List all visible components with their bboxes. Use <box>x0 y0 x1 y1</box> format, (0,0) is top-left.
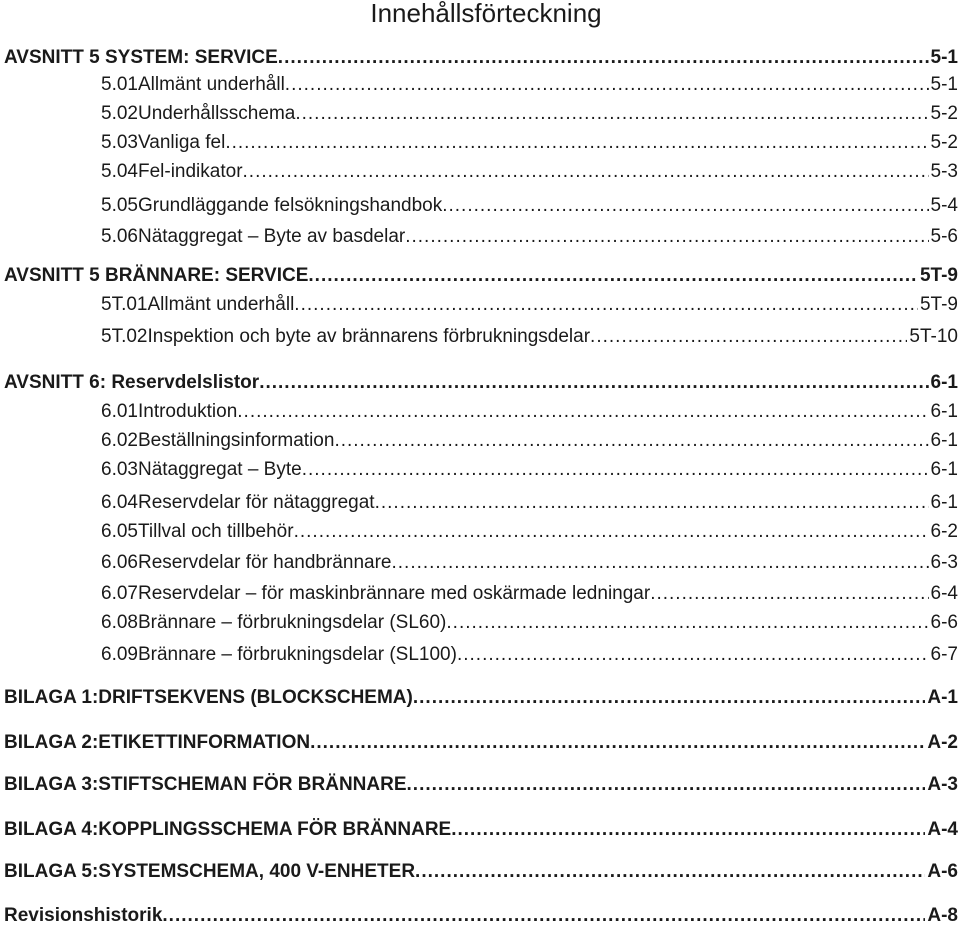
toc-entry-page: A-3 <box>927 774 958 795</box>
toc-entry-number: 6.05 <box>101 521 138 542</box>
toc-entry-page: 6-1 <box>930 372 958 393</box>
toc-entry[interactable] <box>4 685 958 711</box>
toc-entry-label: Underhållsschema <box>137 103 296 124</box>
toc-entry-page: 6-6 <box>930 612 958 633</box>
toc-entry-page: 5-1 <box>930 74 958 95</box>
toc-entry[interactable] <box>4 193 958 219</box>
toc-entry-page: 6-4 <box>930 583 958 604</box>
toc-entry-number: 5.05 <box>101 195 138 216</box>
toc-entry-number: 5.01 <box>101 74 138 95</box>
toc-entry[interactable] <box>4 101 958 127</box>
toc-entry-page: 5-2 <box>930 103 958 124</box>
toc-entry-label: Allmänt underhåll <box>147 294 295 315</box>
toc-entry-number: 5T.01 <box>101 294 148 315</box>
toc-entry-label: SYSTEMSCHEMA, 400 V-ENHETER <box>98 861 416 882</box>
toc-entry-label: Brännare – förbrukningsdelar (SL100) <box>137 644 457 665</box>
toc-dot-leader <box>302 457 929 483</box>
toc-dot-leader <box>294 519 929 545</box>
toc-dot-leader <box>650 581 928 607</box>
toc-dot-leader <box>405 224 928 250</box>
toc-entry-number: 5.04 <box>101 161 138 182</box>
toc-entry[interactable] <box>4 772 958 798</box>
toc-entry-page: 6-1 <box>930 430 958 451</box>
toc-entry-number: 5.06 <box>101 226 138 247</box>
toc-dot-leader <box>285 72 929 98</box>
toc-entry-number: BILAGA 5: <box>4 861 99 882</box>
toc-entry[interactable] <box>4 72 958 98</box>
toc-dot-leader <box>375 490 929 516</box>
toc-entry[interactable] <box>4 817 958 843</box>
toc-entry-label: Beställningsinformation <box>137 430 335 451</box>
toc-entry-number: 6.04 <box>101 492 138 513</box>
page-title: Innehållsförteckning <box>370 0 602 28</box>
toc-dot-leader <box>457 642 929 668</box>
toc-entry-page: 5-3 <box>930 161 958 182</box>
toc-entry[interactable] <box>4 428 958 454</box>
toc-entry-number: 6.08 <box>101 612 138 633</box>
toc-entry-label: Introduktion <box>137 401 238 422</box>
toc-dot-leader <box>162 903 925 929</box>
toc-entry-page: 5T-10 <box>909 326 958 347</box>
toc-entry-label: Revisionshistorik <box>4 905 163 926</box>
toc-dot-leader <box>407 772 926 798</box>
toc-entry[interactable] <box>4 263 958 289</box>
toc-entry-number: 6.01 <box>101 401 138 422</box>
toc-entry-page: 6-7 <box>930 644 958 665</box>
toc-entry-page: A-6 <box>927 861 958 882</box>
toc-entry[interactable] <box>4 370 958 396</box>
toc-dot-leader <box>237 399 928 425</box>
toc-entry-label: AVSNITT 5 BRÄNNARE: SERVICE <box>4 265 309 286</box>
toc-entry-number: BILAGA 1: <box>4 687 99 708</box>
toc-entry-label: DRIFTSEKVENS (BLOCKSCHEMA) <box>98 687 413 708</box>
toc-dot-leader <box>259 370 928 396</box>
toc-entry-label: Vanliga fel <box>137 132 226 153</box>
toc-entry-page: 6-1 <box>930 401 958 422</box>
toc-entry-label: Brännare – förbrukningsdelar (SL60) <box>137 612 447 633</box>
toc-entry-page: A-8 <box>927 905 958 926</box>
toc-dot-leader <box>413 685 926 711</box>
toc-entry[interactable] <box>4 45 958 71</box>
toc-entry-number: 6.02 <box>101 430 138 451</box>
toc-entry[interactable] <box>4 519 958 545</box>
toc-dot-leader <box>451 817 925 843</box>
toc-dot-leader <box>391 550 928 576</box>
toc-entry[interactable] <box>4 224 958 250</box>
toc-entry-page: 6-2 <box>930 521 958 542</box>
toc-entry[interactable] <box>4 642 958 668</box>
toc-dot-leader <box>334 428 928 454</box>
toc-entry-label: Grundläggande felsökningshandbok <box>137 195 443 216</box>
toc-dot-leader <box>225 130 928 156</box>
toc-entry-label: AVSNITT 6: Reservdelslistor <box>4 372 260 393</box>
toc-entry[interactable] <box>4 581 958 607</box>
toc-entry-label: AVSNITT 5 SYSTEM: SERVICE <box>4 47 278 68</box>
toc-dot-leader <box>446 610 928 636</box>
toc-entry-label: Reservdelar för nätaggregat <box>137 492 375 513</box>
toc-entry-number: BILAGA 3: <box>4 774 99 795</box>
toc-entry-page: 5-2 <box>930 132 958 153</box>
toc-entry-page: 5T-9 <box>919 265 958 286</box>
toc-entry-number: 6.09 <box>101 644 138 665</box>
toc-entry-number: BILAGA 2: <box>4 732 99 753</box>
toc-entry-number: 5.02 <box>101 103 138 124</box>
toc-entry-number: 5T.02 <box>101 326 148 347</box>
toc-entry-number: 6.07 <box>101 583 138 604</box>
toc-entry-label: STIFTSCHEMAN FÖR BRÄNNARE <box>98 774 407 795</box>
toc-entry-page: 5-4 <box>930 195 958 216</box>
toc-entry-number: BILAGA 4: <box>4 819 99 840</box>
toc-entry-number: 6.06 <box>101 552 138 573</box>
toc-dot-leader <box>295 101 928 127</box>
toc-entry-label: Allmänt underhåll <box>137 74 285 95</box>
toc-entry[interactable] <box>4 292 958 318</box>
toc-entry[interactable] <box>4 159 958 185</box>
toc-entry-page: 5-1 <box>930 47 958 68</box>
toc-entry-page: A-4 <box>927 819 958 840</box>
toc-entry[interactable] <box>4 550 958 576</box>
toc-entry[interactable] <box>4 610 958 636</box>
toc-dot-leader <box>415 859 925 885</box>
toc-dot-leader <box>442 193 928 219</box>
toc-entry-page: 6-1 <box>930 492 958 513</box>
toc-entry-page: 5T-9 <box>919 294 958 315</box>
toc-entry[interactable] <box>4 130 958 156</box>
toc-dot-leader <box>310 730 925 756</box>
toc-entry-label: Tillval och tillbehör <box>137 521 294 542</box>
toc-entry-page: 5-6 <box>930 226 958 247</box>
toc-entry-label: Reservdelar för handbrännare <box>137 552 392 573</box>
toc-entry[interactable] <box>4 903 958 929</box>
toc-entry-number: 6.03 <box>101 459 138 480</box>
toc-entry[interactable] <box>4 399 958 425</box>
toc-dot-leader <box>590 324 907 350</box>
toc-entry-label: KOPPLINGSSCHEMA FÖR BRÄNNARE <box>98 819 452 840</box>
toc-entry-label: Nätaggregat – Byte <box>137 459 302 480</box>
toc-entry-number: 5.03 <box>101 132 138 153</box>
toc-entry-label: Nätaggregat – Byte av basdelar <box>137 226 406 247</box>
toc-entry-page: A-1 <box>927 687 958 708</box>
toc-dot-leader <box>308 263 918 289</box>
toc-dot-leader <box>243 159 929 185</box>
toc-entry-label: ETIKETTINFORMATION <box>98 732 311 753</box>
toc-entry[interactable] <box>4 324 958 350</box>
toc-entry[interactable] <box>4 457 958 483</box>
toc-dot-leader <box>278 45 929 71</box>
toc-entry[interactable] <box>4 490 958 516</box>
toc-entry[interactable] <box>4 730 958 756</box>
toc-entry-label: Fel-indikator <box>137 161 243 182</box>
toc-entry-label: Reservdelar – för maskinbrännare med oskärmade ledningar <box>137 583 651 604</box>
toc-dot-leader <box>294 292 918 318</box>
toc-entry-page: A-2 <box>927 732 958 753</box>
toc-entry-page: 6-1 <box>930 459 958 480</box>
toc-entry-label: Inspektion och byte av brännarens förbrukningsdelar <box>147 326 591 347</box>
toc-entry-page: 6-3 <box>930 552 958 573</box>
toc-entry[interactable] <box>4 859 958 885</box>
